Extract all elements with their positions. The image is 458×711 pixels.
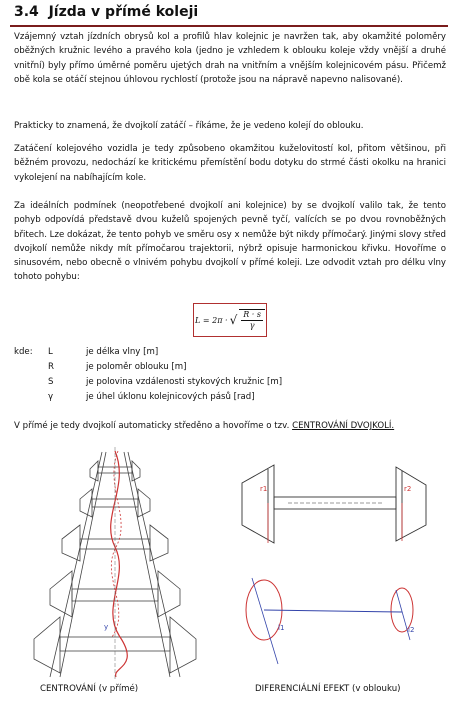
definitions-intro: kde: bbox=[14, 347, 33, 357]
definition-text: je délka vlny [m] bbox=[86, 347, 159, 357]
sinusoidal-trajectory bbox=[111, 451, 128, 677]
paragraph-4: Za ideálních podmínek (neopotřebené dvojkolí ani kolejnice) by se dvojkolí valilo tak, že tento pohyb odpovídá představě dvou kuželů spojených pevně tyčí, valících se po dvou rovnoběžných břitech. Lze dokázat, že tento pohyb ve směru osy x nemůže být nikdy přímočarý. Jinými slovy střed dvojkolí nemůže nikdy mít přímočarou trajektorii, nýbrž opisuje harmonickou křivku. Hovoříme o sinusovém, nebo obecně o vlnivém pohybu dvojkolí v přímé koleji. Lze odvodit vztah pro délku vlny tohoto pohybu: bbox=[14, 201, 446, 283]
paragraph-3: Zatáčení kolejového vozidla je tedy způsobeno okamžitou kuželovitostí kol, přitom většinou, při běžném provozu, nedochází ke kritickému přemístění bodu dotyku do strmé části okolku na hranici vykolejení na nabíhajícím kole. bbox=[14, 144, 446, 183]
symbol-definitions bbox=[14, 345, 434, 405]
section-header bbox=[10, 3, 448, 27]
definition-symbol: γ bbox=[48, 392, 54, 402]
formula-denominator: γ bbox=[249, 321, 255, 330]
definition-text: je polovina vzdálenosti stykových kružnic [m] bbox=[86, 377, 283, 387]
formula-lhs: L = 2π · bbox=[195, 315, 228, 325]
l1-label: l1 bbox=[278, 624, 285, 632]
section-title bbox=[14, 4, 198, 20]
r2-label: r2 bbox=[404, 485, 412, 493]
definition-row bbox=[14, 345, 434, 360]
paragraph-2: Prakticky to znamená, že dvojkolí zatáčí – říkáme, že je vedeno kolejí do oblouku. bbox=[14, 121, 364, 131]
differential-figure bbox=[238, 570, 448, 670]
wavelength-formula bbox=[193, 303, 267, 337]
y-label: y bbox=[104, 623, 109, 631]
centering-figure bbox=[20, 447, 210, 679]
wheelset-figure bbox=[228, 455, 450, 555]
r1-label: r1 bbox=[260, 485, 268, 493]
formula-numerator: R · s bbox=[243, 310, 261, 319]
centering-term: CENTROVÁNÍ DVOJKOLÍ. bbox=[292, 421, 395, 431]
conclusion-line bbox=[14, 419, 394, 433]
definition-text: je poloměr oblouku [m] bbox=[86, 362, 187, 372]
definition-row bbox=[14, 390, 434, 405]
conclusion-text: V přímé je tedy dvojkolí automaticky středěno a hovoříme o tzv. bbox=[14, 421, 290, 431]
definition-row bbox=[14, 375, 434, 390]
definition-symbol: R bbox=[48, 362, 54, 372]
definition-row bbox=[14, 360, 434, 375]
section-number: 3.4 bbox=[14, 4, 39, 20]
definition-symbol: S bbox=[48, 377, 54, 387]
l2-label: l2 bbox=[408, 626, 415, 634]
definition-text: je úhel úklonu kolejnicových pásů [rad] bbox=[86, 392, 255, 402]
differential-caption: DIFERENCIÁLNÍ EFEKT (v oblouku) bbox=[255, 684, 401, 694]
definition-symbol: L bbox=[48, 347, 53, 357]
paragraph-1: Vzájemný vztah jízdních obrysů kol a profilů hlav kolejnic je navržen tak, aby okamžité poloměry oběžných kružnic levého a pravého kola (jedno je vzhledem k oblouku koleje vždy vnější a druhé vnitřní) byly přímo úměrné poměru ujetých drah na vnitřním a vnějším kolejnicovém pásu. Přičemž obě kola se otáčí stejnou úhlovou rychlostí (protože jsou na nápravě napevno nalisované). bbox=[14, 32, 446, 85]
sqrt-sign-icon: √ bbox=[229, 313, 238, 327]
section-title-text: Jízda v přímé koleji bbox=[48, 4, 199, 20]
formula-radicand bbox=[239, 309, 265, 331]
centering-caption: CENTROVÁNÍ (v přímé) bbox=[40, 684, 139, 694]
